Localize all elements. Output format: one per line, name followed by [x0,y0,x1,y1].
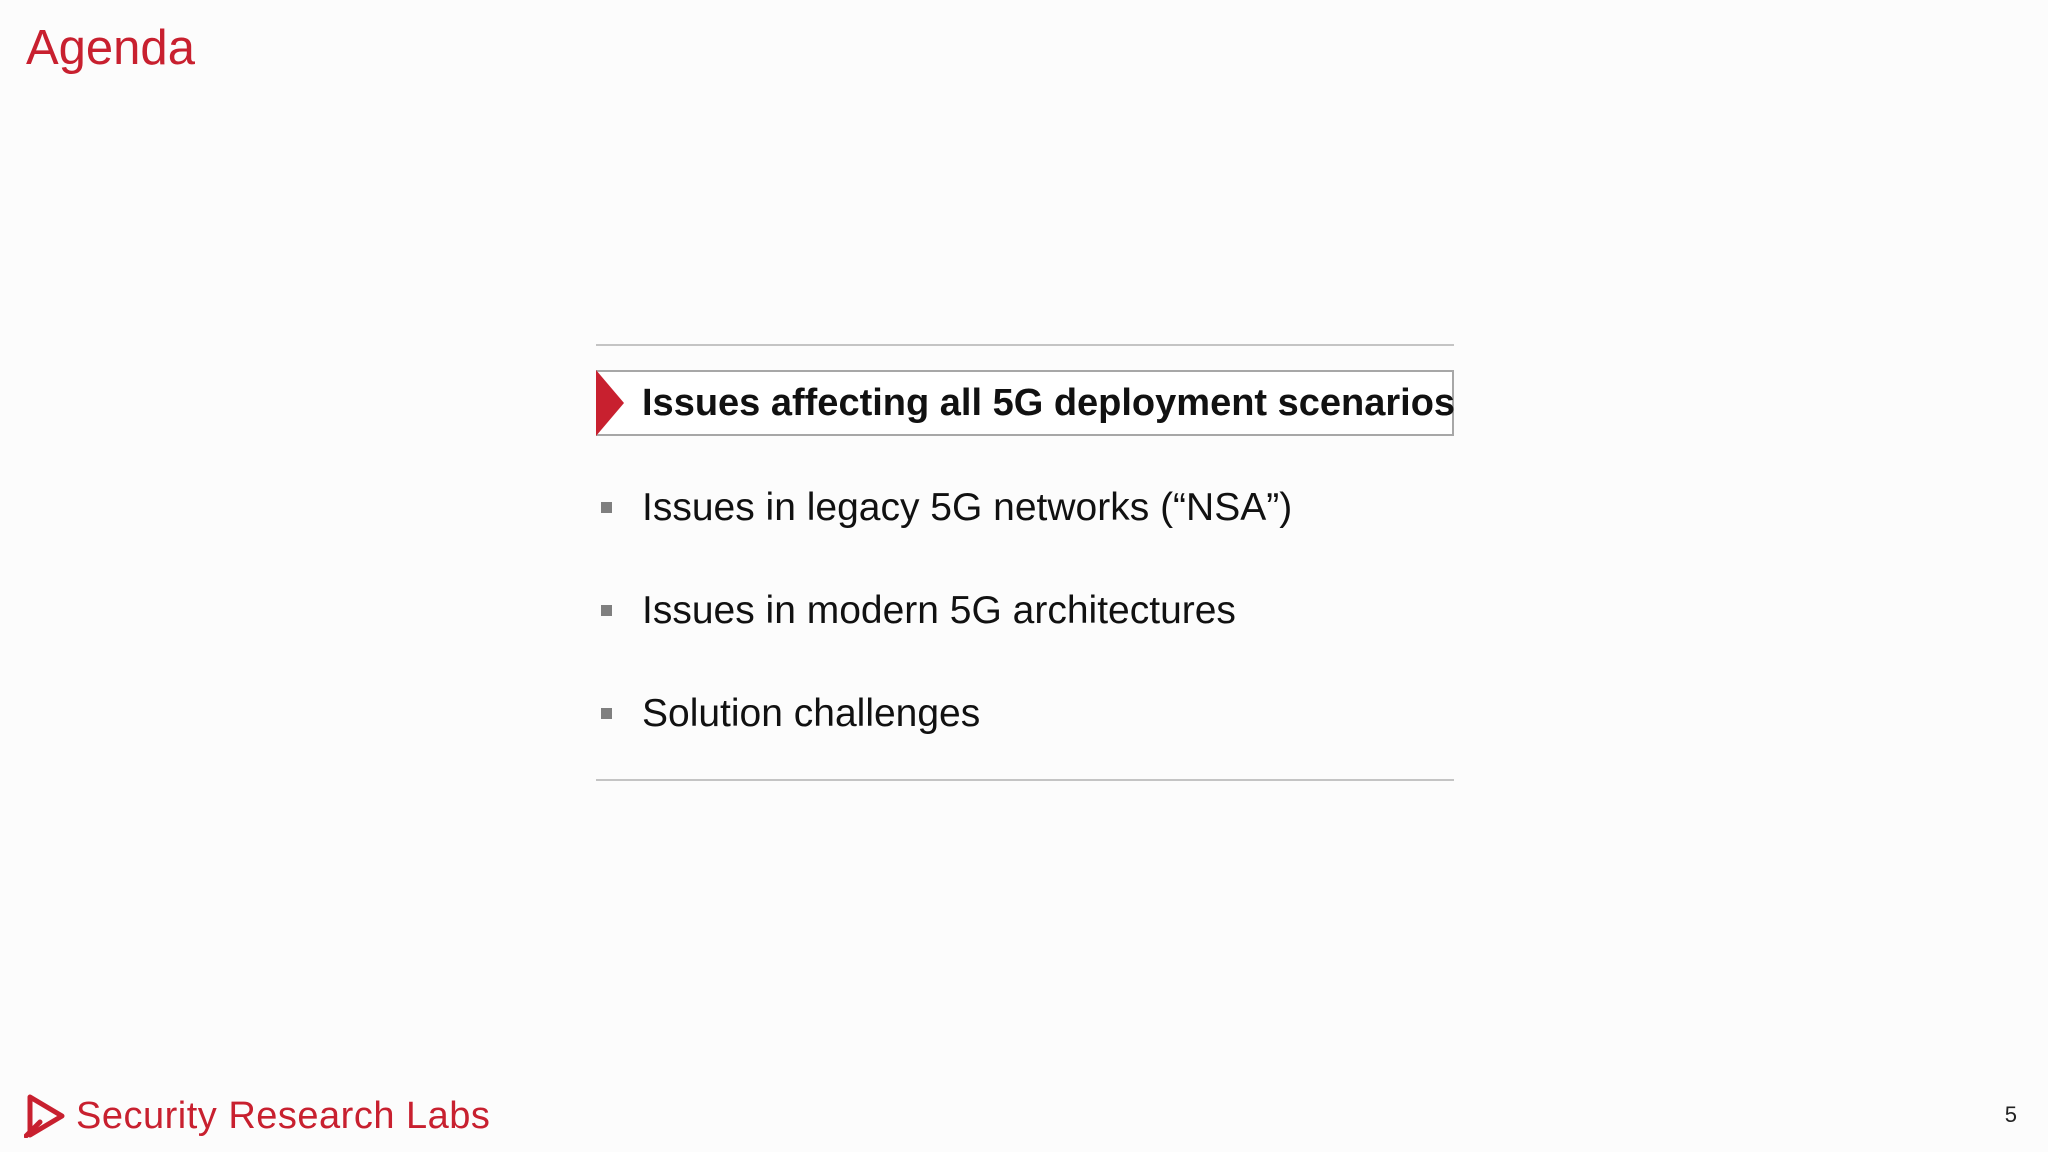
play-arrow-logo-icon [24,1094,66,1138]
square-bullet-icon [601,708,612,719]
agenda-item-label: Solution challenges [642,691,981,735]
brand-name: Security Research Labs [76,1094,491,1137]
brand-logo [24,1094,490,1138]
agenda-item-label: Issues affecting all 5G deployment scenarios [642,381,1456,424]
square-bullet-icon [601,502,612,513]
agenda-list [596,344,1454,781]
agenda-top-rule [596,344,1454,346]
page-number: 5 [2004,1102,2017,1127]
square-bullet-icon [601,605,612,616]
agenda-bottom-rule [596,779,1454,781]
agenda-item [596,662,1454,765]
triangle-right-icon [596,370,624,436]
agenda-item-active [596,370,1454,436]
agenda-item-label: Issues in modern 5G architectures [642,588,1236,632]
slide-title: Agenda [26,21,195,75]
agenda-item-label: Issues in legacy 5G networks (“NSA”) [642,485,1293,529]
agenda-item [596,559,1454,662]
agenda-item [596,456,1454,559]
